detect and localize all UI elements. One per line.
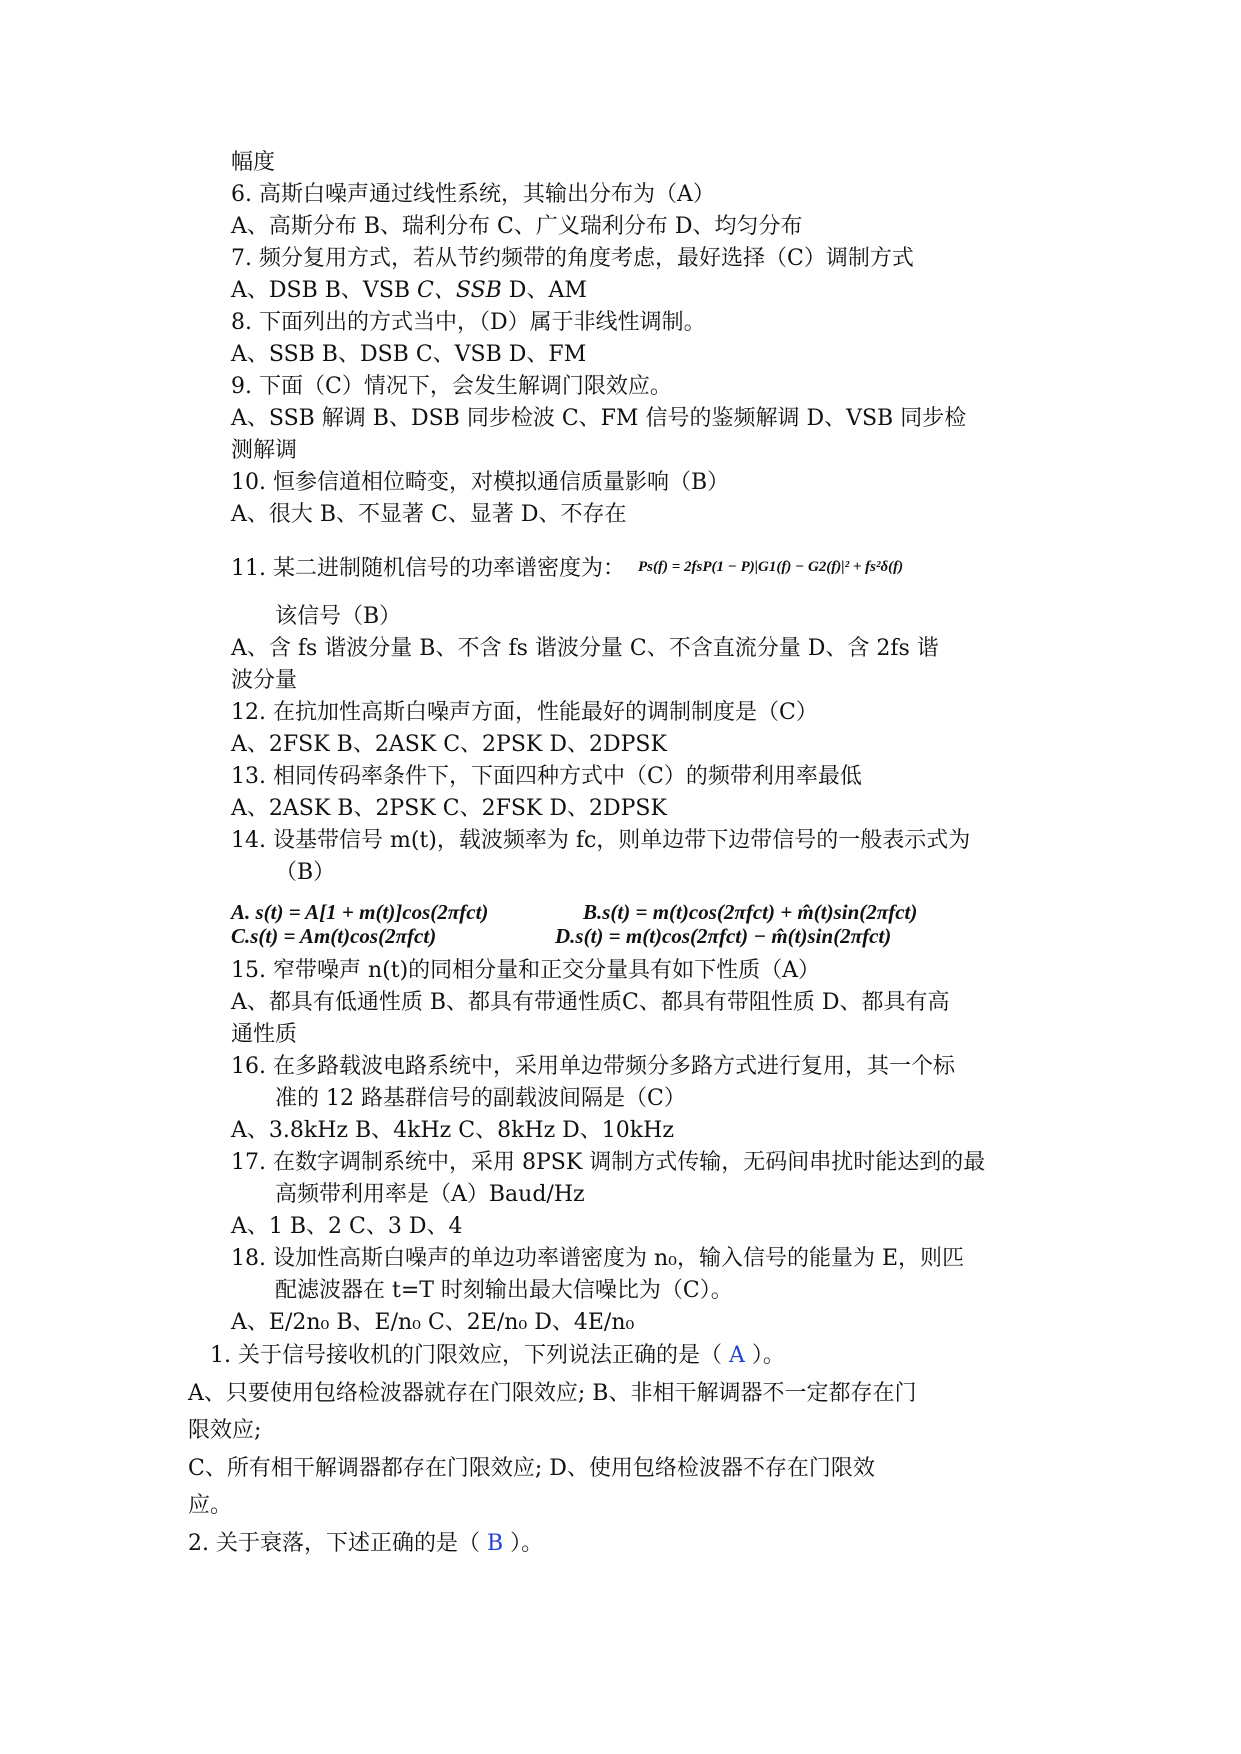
mc-question-1-options-2: C、所有相干解调器都存在门限效应; D、使用包络检波器不存在门限效 <box>188 1456 875 1481</box>
question-13: 13. 相同传码率条件下，下面四种方式中（C）的频带利用率最低 <box>231 764 862 789</box>
question-15-options: A、都具有低通性质 B、都具有带通性质C、都具有带阻性质 D、都具有高 <box>231 990 950 1015</box>
question-11-options: A、含 fs 谐波分量 B、不含 fs 谐波分量 C、不含直流分量 D、含 2fs 谐 <box>231 636 939 661</box>
mc-question-1-options-2-cont: 应。 <box>188 1493 233 1518</box>
question-7: 7. 频分复用方式，若从节约频带的角度考虑，最好选择（C）调制方式 <box>231 246 914 271</box>
question-12: 12. 在抗加性高斯白噪声方面，性能最好的调制制度是（C） <box>231 700 818 725</box>
question-17-cont: 高频带利用率是（A）Baud/Hz <box>275 1182 585 1207</box>
formula-option-b: B.s(t) = m(t)cos(2πfct) + m̂(t)sin(2πfct) <box>583 900 918 924</box>
mc-question-1 <box>210 1342 785 1370</box>
question-15-options-cont: 通性质 <box>231 1022 298 1047</box>
question-10-options: A、很大 B、不显著 C、显著 D、不存在 <box>231 502 627 527</box>
question-14: 14. 设基带信号 m(t)，载波频率为 fc，则单边带下边带信号的一般表示式为 <box>231 828 971 853</box>
question-14-cont: （B） <box>275 860 336 885</box>
formula-option-d: D.s(t) = m(t)cos(2πfct) − m̂(t)sin(2πfct) <box>555 924 892 948</box>
question-6-options: A、高斯分布 B、瑞利分布 C、广义瑞利分布 D、均匀分布 <box>231 214 803 239</box>
question-16: 16. 在多路载波电路系统中，采用单边带频分多路方式进行复用，其一个标 <box>231 1054 955 1079</box>
question-11-options-cont: 波分量 <box>231 668 298 693</box>
question-9-options-cont: 测解调 <box>231 438 298 463</box>
option-text: D、AM <box>501 278 587 303</box>
question-16-cont: 准的 12 路基群信号的副载波间隔是（C） <box>275 1086 686 1111</box>
question-10: 10. 恒参信道相位畸变，对模拟通信质量影响（B） <box>231 470 730 495</box>
question-11-cont: 该信号（B） <box>275 604 402 629</box>
question-7-options <box>231 277 587 305</box>
question-text: 1. 关于信号接收机的门限效应，下列说法正确的是（ <box>210 1343 729 1368</box>
question-9-options: A、SSB 解调 B、DSB 同步检波 C、FM 信号的鉴频解调 D、VSB 同步检 <box>231 406 967 431</box>
question-17-options: A、1 B、2 C、3 D、4 <box>231 1214 463 1239</box>
question-13-options: A、2ASK B、2PSK C、2FSK D、2DPSK <box>231 796 667 821</box>
question-11 <box>231 555 903 585</box>
question-8: 8. 下面列出的方式当中，（D）属于非线性调制。 <box>231 310 706 335</box>
mc-question-2 <box>188 1530 543 1558</box>
answer-mark: A <box>728 1343 745 1368</box>
question-9: 9. 下面（C）情况下，会发生解调门限效应。 <box>231 374 672 399</box>
question-6: 6. 高斯白噪声通过线性系统，其输出分布为（A） <box>231 182 715 207</box>
option-c-italic: C、SSB <box>417 278 502 303</box>
mc-question-1-options-cont: 限效应; <box>188 1418 262 1443</box>
answer-mark: B <box>486 1531 504 1556</box>
formula-option-c: C.s(t) = Am(t)cos(2πfct) <box>231 924 437 948</box>
question-8-options: A、SSB B、DSB C、VSB D、FM <box>231 342 587 367</box>
question-text: ）。 <box>744 1343 785 1368</box>
formula-option-a: A. s(t) = A[1 + m(t)]cos(2πfct) <box>231 900 489 924</box>
question-11-text: 11. 某二进制随机信号的功率谱密度为： <box>231 556 625 581</box>
question-16-options: A、3.8kHz B、4kHz C、8kHz D、10kHz <box>231 1118 674 1143</box>
question-18-options: A、E/2n₀ B、E/n₀ C、2E/n₀ D、4E/n₀ <box>231 1310 635 1335</box>
question-12-options: A、2FSK B、2ASK C、2PSK D、2DPSK <box>231 732 667 757</box>
text-line: 幅度 <box>231 150 276 175</box>
question-text: 2. 关于衰落，下述正确的是（ <box>188 1531 487 1556</box>
question-18: 18. 设加性高斯白噪声的单边功率谱密度为 n₀，输入信号的能量为 E，则匹 <box>231 1246 965 1271</box>
mc-question-1-options: A、只要使用包络检波器就存在门限效应; B、非相干解调器不一定都存在门 <box>188 1381 917 1406</box>
option-text: A、DSB B、VSB <box>231 278 418 303</box>
question-15: 15. 窄带噪声 n(t)的同相分量和正交分量具有如下性质（A） <box>231 958 821 983</box>
psd-formula: Ps(f) = 2fsP(1 − P)|G1(f) − G2(f)|² + fs²δ(f) <box>637 559 904 575</box>
question-text: ）。 <box>503 1531 544 1556</box>
question-17: 17. 在数字调制系统中，采用 8PSK 调制方式传输，无码间串扰时能达到的最 <box>231 1150 986 1175</box>
question-18-cont: 配滤波器在 t=T 时刻输出最大信噪比为（C）。 <box>275 1278 733 1303</box>
